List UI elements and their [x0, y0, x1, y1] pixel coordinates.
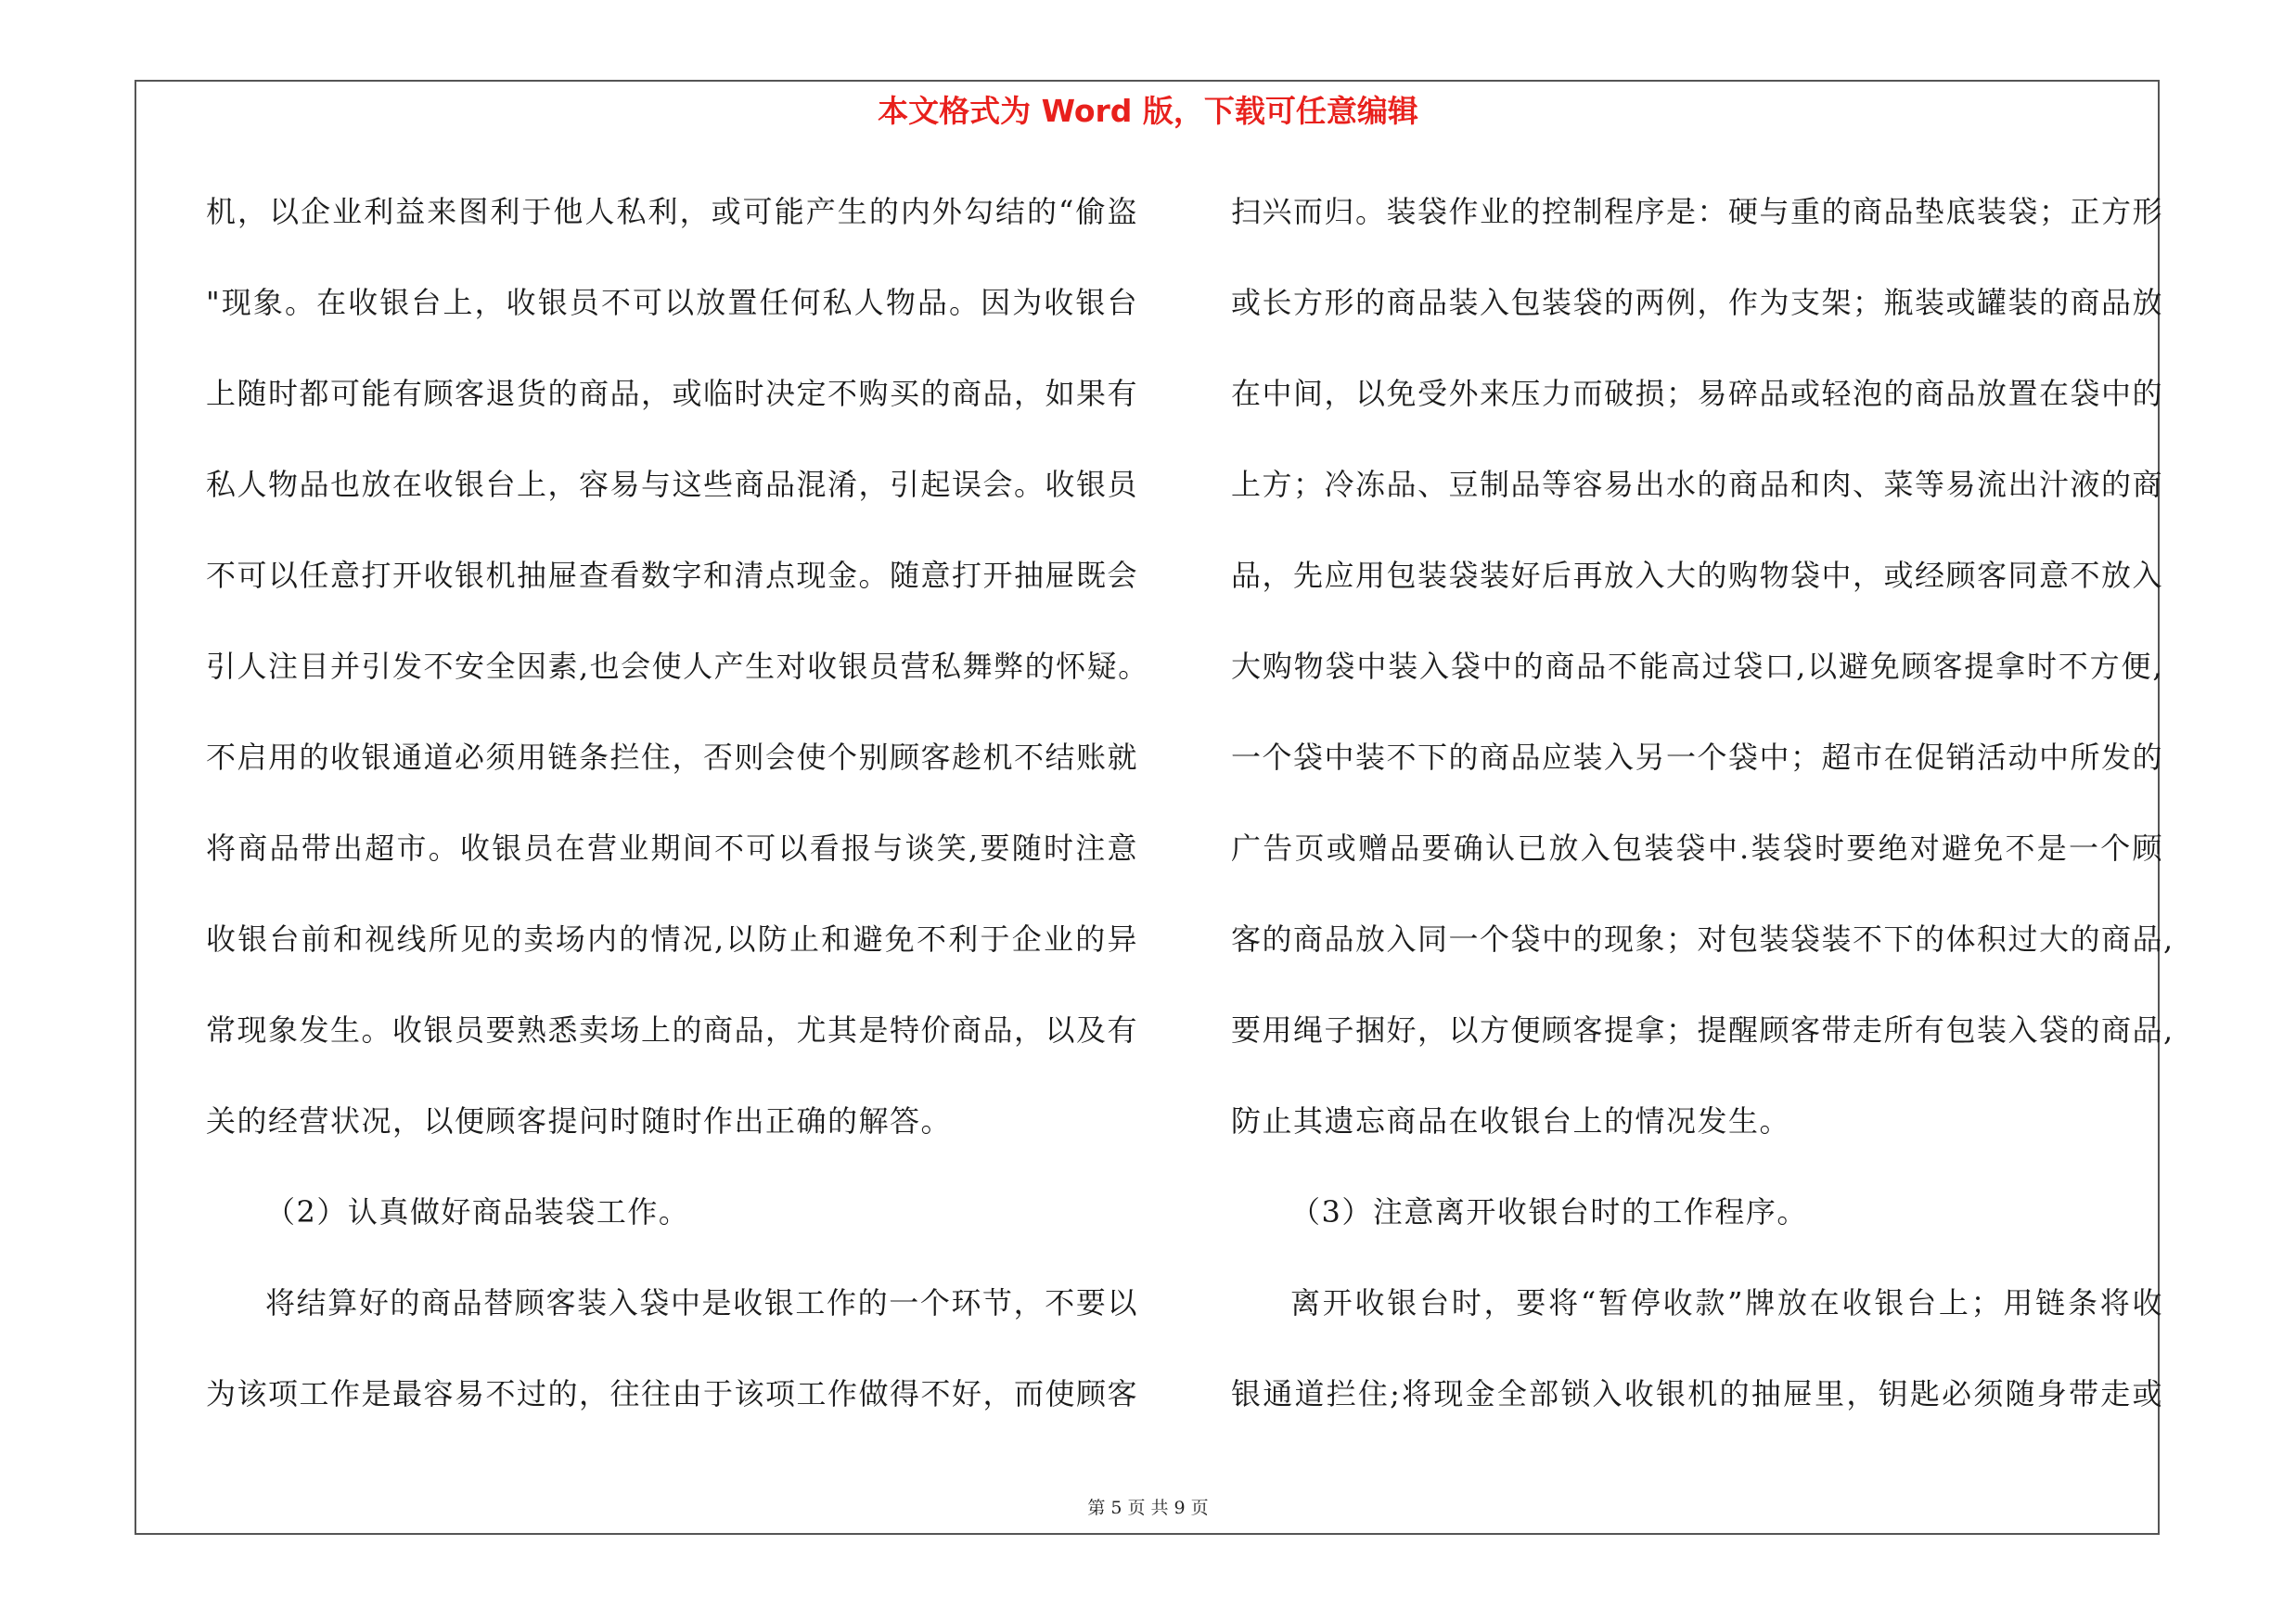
text-line: 常现象发生。收银员要熟悉卖场上的商品，尤其是特价商品，以及有 [206, 1012, 1139, 1048]
text-line: 引人注目并引发不安全因素,也会使人产生对收银员营私舞弊的怀疑。 [206, 649, 1149, 684]
text-line: 一个袋中装不下的商品应装入另一个袋中；超市在促销活动中所发的 [1231, 740, 2164, 775]
text-line: 在中间，以免受外来压力而破损；易碎品或轻泡的商品放置在袋中的 [1231, 376, 2164, 411]
text-line: 收银台前和视线所见的卖场内的情况,以防止和避免不利于企业的异 [206, 921, 1138, 957]
text-line: 上随时都可能有顾客退货的商品，或临时决定不购买的商品，如果有 [206, 376, 1139, 411]
text-line: 防止其遗忘商品在收银台上的情况发生。 [1231, 1103, 1791, 1139]
text-line: 银通道拦住;将现金全部锁入收银机的抽屉里，钥匙必须随身带走或 [1231, 1376, 2163, 1411]
section-heading: （2）认真做好商品装袋工作。 [265, 1194, 690, 1230]
right-text-column [1231, 186, 2174, 1459]
text-line: 不可以任意打开收银机抽屉查看数字和清点现金。随意打开抽屉既会 [206, 558, 1139, 593]
text-line: 扫兴而归。装袋作业的控制程序是：硬与重的商品垫底装袋；正方形 [1231, 194, 2164, 229]
text-line: 大购物袋中装入袋中的商品不能高过袋口,以避免顾客提拿时不方便, [1231, 649, 2163, 684]
text-line: 为该项工作是最容易不过的，往往由于该项工作做得不好，而使顾客 [206, 1376, 1139, 1411]
text-line: 将结算好的商品替顾客装入袋中是收银工作的一个环节，不要以 [265, 1285, 1138, 1320]
section-heading: （3）注意离开收银台时的工作程序。 [1290, 1194, 1808, 1230]
left-text-column [206, 186, 1149, 1459]
text-line: 要用绳子捆好，以方便顾客提拿；提醒顾客带走所有包装入袋的商品, [1231, 1012, 2174, 1048]
text-line: 品，先应用包装袋装好后再放入大的购物袋中，或经顾客同意不放入 [1231, 558, 2164, 593]
format-notice-banner: 本文格式为 Word 版，下载可任意编辑 [878, 93, 1418, 129]
text-line: 私人物品也放在收银台上，容易与这些商品混淆，引起误会。收银员 [206, 467, 1139, 502]
text-line: 广告页或赠品要确认已放入包装袋中.装袋时要绝对避免不是一个顾 [1231, 831, 2163, 866]
text-line: 关的经营状况，以便顾客提问时随时作出正确的解答。 [206, 1103, 953, 1139]
text-line: 不启用的收银通道必须用链条拦住，否则会使个别顾客趁机不结账就 [206, 740, 1139, 775]
text-line: 离开收银台时，要将“暂停收款”牌放在收银台上；用链条将收 [1290, 1285, 2163, 1320]
text-line: 将商品带出超市。收银员在营业期间不可以看报与谈笑,要随时注意 [206, 831, 1138, 866]
text-line: 客的商品放入同一个袋中的现象；对包装袋装不下的体积过大的商品, [1231, 921, 2174, 957]
text-line: "现象。在收银台上，收银员不可以放置任何私人物品。因为收银台 [206, 285, 1138, 320]
page-number-footer: 第 5 页 共 9 页 [1087, 1498, 1209, 1518]
text-line: 或长方形的商品装入包装袋的两例，作为支架；瓶装或罐装的商品放 [1231, 285, 2164, 320]
text-line: 上方；冷冻品、豆制品等容易出水的商品和肉、菜等易流出汁液的商 [1231, 467, 2164, 502]
text-line: 机，以企业利益来图利于他人私利，或可能产生的内外勾结的“偷盗 [206, 194, 1138, 229]
